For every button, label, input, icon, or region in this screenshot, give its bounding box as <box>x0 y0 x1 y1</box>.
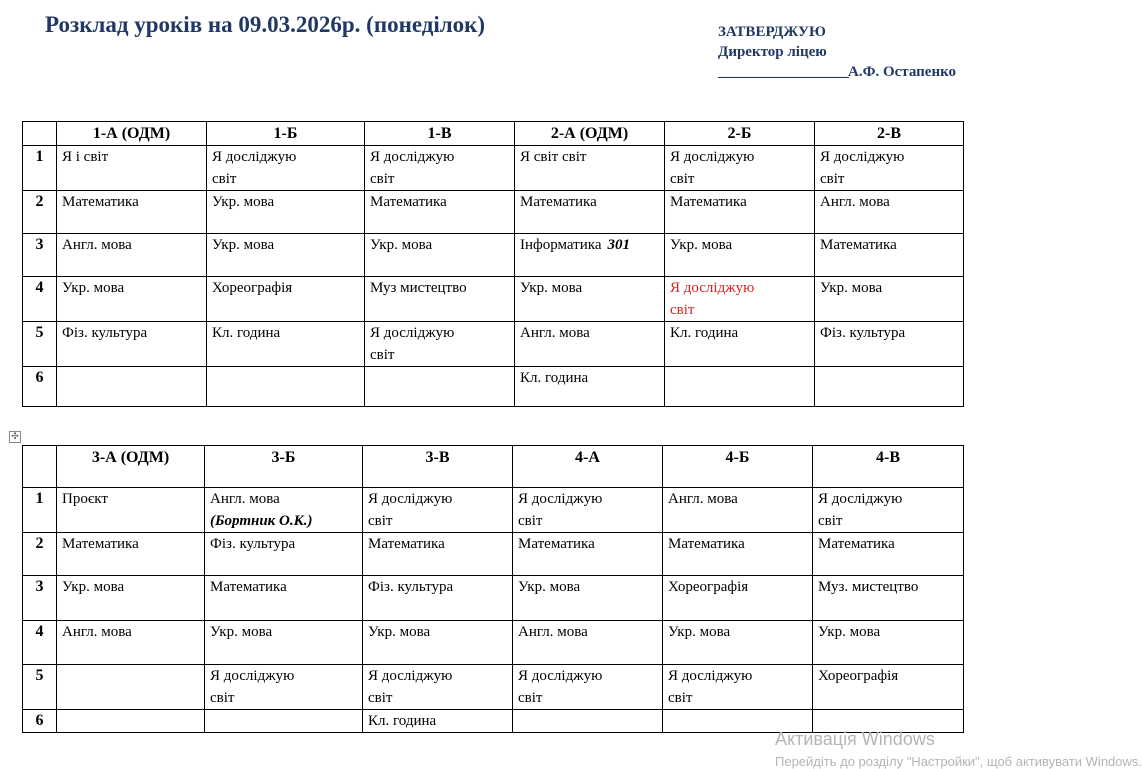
subject-text: Я досліджую світ <box>368 668 453 706</box>
subject-text: Англ. мова <box>520 325 590 341</box>
lesson-cell <box>207 234 365 277</box>
lesson-cell <box>57 367 207 407</box>
lesson-cell <box>665 322 815 367</box>
class-header: 4-Б <box>663 446 813 488</box>
subject-text: Я досліджую світ <box>212 149 297 187</box>
lesson-cell <box>513 488 663 533</box>
subject-text: Англ. мова <box>210 491 280 507</box>
lesson-cell <box>663 665 813 710</box>
subject-text: Я досліджую світ <box>670 149 755 187</box>
subject-text: Я досліджую світ <box>670 280 755 318</box>
subject-text: Математика <box>370 194 447 210</box>
signatory-name: А.Ф. Остапенко <box>848 64 957 80</box>
lesson-number: 1 <box>23 488 57 533</box>
subject-text: Математика <box>368 536 445 552</box>
lesson-number: 6 <box>23 710 57 733</box>
subject-text: Я досліджую світ <box>518 491 603 529</box>
lesson-cell <box>665 191 815 234</box>
lesson-number: 6 <box>23 367 57 407</box>
lesson-cell <box>365 191 515 234</box>
subject-text: Кл. година <box>670 325 739 341</box>
subject-text: Укр. мова <box>212 194 275 210</box>
lesson-cell <box>205 533 363 576</box>
subject-text: Я досліджую світ <box>518 668 603 706</box>
lesson-cell <box>57 533 205 576</box>
lesson-cell <box>207 191 365 234</box>
lesson-number: 4 <box>23 621 57 665</box>
subject-text: Укр. мова <box>820 280 883 296</box>
table-row <box>23 488 964 533</box>
class-header: 1-В <box>365 122 515 146</box>
subject-text: Хореографія <box>212 280 293 296</box>
lesson-cell <box>663 488 813 533</box>
table-header-row <box>23 446 964 488</box>
approval-position: Директор ліцею <box>718 44 827 60</box>
subject-text: Проєкт <box>62 491 108 507</box>
subject-text: Укр. мова <box>62 579 125 595</box>
lesson-cell <box>57 191 207 234</box>
subject-text: Я досліджую світ <box>820 149 905 187</box>
class-header: 2-А (ОДМ) <box>515 122 665 146</box>
lesson-cell <box>815 367 964 407</box>
teacher-name: (Бортник О.К.) <box>210 513 313 529</box>
lesson-cell <box>515 146 665 191</box>
subject-text: Хореографія <box>668 579 749 595</box>
lesson-cell <box>205 710 363 733</box>
subject-text: Математика <box>820 237 897 253</box>
subject-text: Я досліджую світ <box>370 325 455 363</box>
table-row <box>23 191 964 234</box>
lesson-cell <box>513 710 663 733</box>
subject-text: Математика <box>62 194 139 210</box>
subject-text: Укр. мова <box>210 624 273 640</box>
lesson-cell <box>815 146 964 191</box>
lesson-number: 5 <box>23 322 57 367</box>
table-row <box>23 576 964 621</box>
lesson-number: 1 <box>23 146 57 191</box>
subject-text: Укр. мова <box>212 237 275 253</box>
lesson-cell <box>207 277 365 322</box>
subject-text: Я досліджую світ <box>668 668 753 706</box>
approval-block <box>718 22 956 82</box>
lesson-cell <box>513 576 663 621</box>
lesson-number: 4 <box>23 277 57 322</box>
lesson-cell <box>365 234 515 277</box>
subject-text: Кл. година <box>212 325 281 341</box>
subject-text: Математика <box>668 536 745 552</box>
lesson-cell <box>365 322 515 367</box>
subject-text: Математика <box>520 194 597 210</box>
lesson-cell <box>57 665 205 710</box>
schedule-title: Розклад уроків на 09.03.2026р. (понеділок) <box>45 12 486 37</box>
lesson-cell <box>815 234 964 277</box>
table-row <box>23 367 964 407</box>
lesson-cell <box>365 367 515 407</box>
class-header: 1-Б <box>207 122 365 146</box>
lesson-cell <box>515 322 665 367</box>
lesson-cell <box>207 322 365 367</box>
signature-line: ____________________ <box>718 64 848 80</box>
lesson-cell <box>57 576 205 621</box>
class-header: 4-А <box>513 446 663 488</box>
subject-text: Фіз. культура <box>820 325 906 341</box>
subject-text: Англ. мова <box>518 624 588 640</box>
lesson-cell <box>665 277 815 322</box>
lesson-cell <box>57 621 205 665</box>
lesson-cell <box>363 576 513 621</box>
subject-text: Укр. мова <box>670 237 733 253</box>
lesson-number: 5 <box>23 665 57 710</box>
lesson-cell <box>665 234 815 277</box>
table-row <box>23 146 964 191</box>
subject-text: Фіз. культура <box>210 536 296 552</box>
table-row <box>23 665 964 710</box>
subject-text: Укр. мова <box>668 624 731 640</box>
subject-text: Я досліджую світ <box>818 491 903 529</box>
lesson-number: 3 <box>23 576 57 621</box>
lesson-number: 2 <box>23 191 57 234</box>
lesson-cell <box>665 367 815 407</box>
schedule-table-grades-1-2 <box>22 121 964 407</box>
lesson-cell <box>665 146 815 191</box>
lesson-cell <box>365 277 515 322</box>
lesson-cell <box>363 621 513 665</box>
subject-text: Англ. мова <box>62 624 132 640</box>
lesson-cell <box>57 710 205 733</box>
windows-activation-watermark: Активація Windows <box>775 729 935 749</box>
subject-text: Математика <box>670 194 747 210</box>
table-row <box>23 277 964 322</box>
lesson-cell <box>205 621 363 665</box>
subject-text: Математика <box>62 536 139 552</box>
lesson-cell <box>205 576 363 621</box>
subject-text: Математика <box>518 536 595 552</box>
table-row <box>23 621 964 665</box>
subject-text: Укр. мова <box>520 280 583 296</box>
windows-activation-hint: Перейдіть до розділу "Настройки", щоб активувати Windows. <box>775 754 1142 769</box>
subject-text: Кл. година <box>368 713 437 729</box>
subject-text: Я досліджую світ <box>370 149 455 187</box>
lesson-cell <box>815 191 964 234</box>
lesson-cell <box>813 533 964 576</box>
subject-text: Укр. мова <box>518 579 581 595</box>
lesson-cell <box>813 576 964 621</box>
approval-signature <box>718 62 956 82</box>
lesson-number: 3 <box>23 234 57 277</box>
lesson-cell <box>207 146 365 191</box>
lesson-cell <box>363 665 513 710</box>
lesson-cell <box>513 665 663 710</box>
subject-text: Інформатика <box>520 237 602 253</box>
subject-text: Англ. мова <box>668 491 738 507</box>
lesson-cell <box>663 621 813 665</box>
subject-text: Англ. мова <box>820 194 890 210</box>
lesson-cell <box>663 576 813 621</box>
table-row <box>23 533 964 576</box>
subject-text: Математика <box>210 579 287 595</box>
lesson-cell <box>515 367 665 407</box>
subject-text: Я досліджую світ <box>368 491 453 529</box>
subject-text: Я досліджую світ <box>210 668 295 706</box>
lesson-cell <box>57 146 207 191</box>
class-header: 4-В <box>813 446 964 488</box>
lesson-cell <box>57 234 207 277</box>
class-header: 3-Б <box>205 446 363 488</box>
lesson-cell <box>515 191 665 234</box>
lesson-cell <box>515 234 665 277</box>
room-number: 301 <box>607 237 630 253</box>
class-header: 2-В <box>815 122 964 146</box>
lesson-cell <box>363 710 513 733</box>
lesson-cell <box>663 533 813 576</box>
lesson-cell <box>513 533 663 576</box>
subject-text: Хореографія <box>818 668 899 684</box>
subject-text: Я і світ <box>62 149 109 165</box>
lesson-cell <box>813 665 964 710</box>
class-header: 2-Б <box>665 122 815 146</box>
subject-text: Математика <box>818 536 895 552</box>
lesson-cell <box>205 665 363 710</box>
schedule-table-grades-3-4 <box>22 445 964 733</box>
subject-text: Укр. мова <box>370 237 433 253</box>
table-row <box>23 322 964 367</box>
class-header: 3-А (ОДМ) <box>57 446 205 488</box>
approval-heading: ЗАТВЕРДЖУЮ <box>718 24 826 40</box>
subject-text: Укр. мова <box>62 280 125 296</box>
subject-text: Фіз. культура <box>368 579 454 595</box>
lesson-number: 2 <box>23 533 57 576</box>
header-corner-cell <box>23 446 57 488</box>
lesson-cell <box>363 533 513 576</box>
header-corner-cell <box>23 122 57 146</box>
class-header: 3-В <box>363 446 513 488</box>
lesson-cell <box>207 367 365 407</box>
lesson-cell <box>57 277 207 322</box>
subject-text: Фіз. культура <box>62 325 148 341</box>
lesson-cell <box>815 277 964 322</box>
subject-text: Англ. мова <box>62 237 132 253</box>
subject-text: Муз мистецтво <box>370 280 467 296</box>
table-header-row <box>23 122 964 146</box>
lesson-cell <box>363 488 513 533</box>
subject-text: Кл. година <box>520 370 589 386</box>
class-header: 1-А (ОДМ) <box>57 122 207 146</box>
subject-text: Я світ світ <box>520 149 587 165</box>
table-row <box>23 234 964 277</box>
lesson-cell <box>513 621 663 665</box>
lesson-cell <box>813 621 964 665</box>
lesson-cell <box>205 488 363 533</box>
lesson-cell <box>815 322 964 367</box>
move-anchor-icon[interactable]: ✣ <box>9 431 21 443</box>
lesson-cell <box>813 488 964 533</box>
lesson-cell <box>365 146 515 191</box>
lesson-cell <box>57 322 207 367</box>
lesson-cell <box>57 488 205 533</box>
subject-text: Укр. мова <box>368 624 431 640</box>
subject-text: Муз. мистецтво <box>818 579 919 595</box>
lesson-cell <box>515 277 665 322</box>
subject-text: Укр. мова <box>818 624 881 640</box>
